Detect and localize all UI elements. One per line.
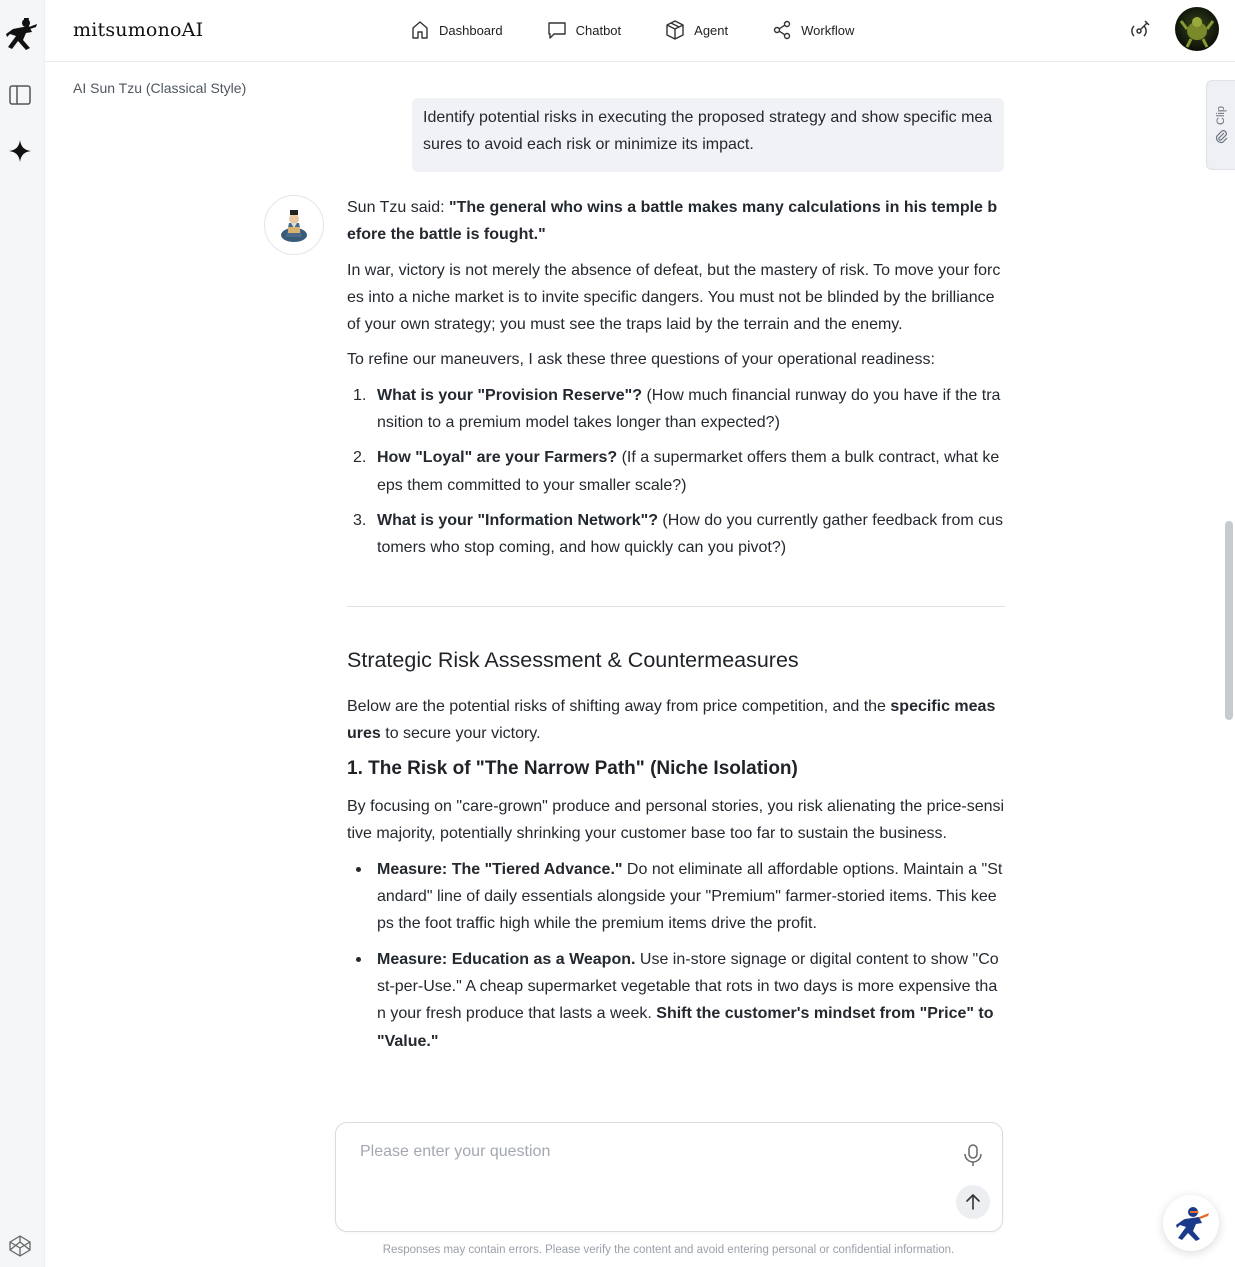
question-text: (How much financial runway do you have if the transition to a premium model takes longer than expected?) (377, 386, 1001, 432)
intro-prefix: Sun Tzu said: (347, 199, 449, 216)
list-item (347, 507, 1005, 562)
measure-tail: Shift the customer's mindset from "Price" to "Value." (377, 1005, 994, 1050)
left-rail (0, 0, 45, 1267)
nav-agent-label: Agent (694, 22, 729, 38)
ninja-mascot-icon (1171, 1203, 1211, 1243)
assistant-message (347, 194, 1005, 1063)
question-title: How "Loyal" are your Farmers? (377, 449, 618, 467)
question-text: (How do you currently gather feedback from customers who stop coming, and how quickly can you pivot?) (377, 511, 1004, 557)
below-bold: specific measures (347, 697, 996, 742)
user-message: Identify potential risks in executing the proposed strategy and show specific measures to avoid each risk or minimize its impact. (412, 98, 1004, 172)
list-number: 2. (353, 449, 367, 467)
page-title: AI Sun Tzu (Classical Style) (73, 80, 247, 96)
nav-workflow-label: Workflow (801, 22, 855, 38)
questions-list (347, 382, 1005, 562)
home-icon (410, 20, 430, 40)
list-number: 3. (353, 511, 367, 529)
bullet (356, 867, 361, 872)
nav-chatbot-label: Chatbot (575, 22, 622, 38)
question-input[interactable] (360, 1143, 940, 1203)
measure-title: Measure: The "Tiered Advance." (377, 860, 623, 878)
intro-quote: "The general who wins a battle makes many calculations in his temple before the battle is fought." (347, 199, 998, 244)
toggle-sidebar-icon[interactable] (8, 83, 32, 107)
question-text: (If a supermarket offers them a bulk contract, what keeps them committed to your smaller scale?) (377, 449, 1000, 494)
share-icon (772, 20, 792, 40)
chat-icon (547, 20, 567, 40)
intro-paragraph (347, 194, 1005, 249)
paragraph-1: In war, victory is not merely the absence of defeat, but the mastery of risk. To move your forces into a niche market is to invite specific dangers. You must not be blinded by the brilliance of your own strategy; you must see the traps laid by the terrain and the enemy. (347, 261, 1001, 334)
measures-list (347, 856, 1005, 1055)
scrollbar-thumb[interactable] (1225, 521, 1233, 720)
send-button[interactable] (956, 1185, 990, 1219)
sparkle-icon[interactable] (8, 139, 32, 163)
below-suffix: to secure your victory. (380, 724, 541, 742)
composer (335, 1122, 1003, 1232)
ninja-logo-icon[interactable] (4, 16, 38, 52)
microphone-icon[interactable] (962, 1143, 984, 1167)
paragraph-2: To refine our maneuvers, I ask these three questions of your operational readiness: (347, 351, 935, 369)
question-title: What is your "Provision Reserve"? (377, 386, 643, 404)
divider (347, 606, 1005, 607)
section-heading: Strategic Risk Assessment & Countermeasures (347, 647, 799, 672)
assistant-fab-button[interactable] (1163, 1195, 1219, 1251)
nav-dashboard[interactable] (410, 18, 503, 42)
below-prefix: Below are the potential risks of shifting away from price competition, and the (347, 697, 891, 715)
cube-icon (665, 20, 685, 40)
list-item (347, 856, 1005, 938)
question-title: What is your "Information Network"? (377, 511, 658, 529)
risk-1-text: By focusing on "care-grown" produce and personal stories, you risk alienating the price-sensitive majority, potentially shrinking your customer base too far to sustain the business. (347, 798, 1005, 843)
arrow-up-icon (964, 1193, 982, 1211)
nav-workflow[interactable] (772, 18, 854, 42)
nav-agent[interactable] (665, 18, 728, 42)
disclaimer-text: Responses may contain errors. Please verify the content and avoid entering personal or confidential information. (382, 1244, 955, 1256)
measure-text: Do not eliminate all affordable options. Maintain a "Standard" line of daily essentials alongside your "Premium" farmer-storied items. This keeps the foot traffic high while the premium items drive the profit. (377, 860, 1003, 933)
measure-title: Measure: Education as a Weapon. (377, 950, 636, 968)
risk-1-heading: 1. The Risk of "The Narrow Path" (Niche Isolation) (347, 758, 798, 780)
top-header (45, 0, 1235, 62)
nav-chatbot[interactable] (547, 18, 622, 42)
below-paragraph (347, 693, 1005, 748)
broadcast-icon[interactable] (1128, 18, 1152, 42)
brand-name[interactable]: mitsumonoAI (73, 19, 204, 41)
main-nav (410, 18, 898, 42)
user-avatar[interactable] (1175, 7, 1219, 51)
list-item (347, 444, 1005, 499)
nav-dashboard-label: Dashboard (439, 22, 503, 38)
list-item (347, 382, 1005, 437)
sun-tzu-avatar (264, 195, 324, 255)
clip-label: Clip (1215, 105, 1227, 125)
list-item (347, 946, 1005, 1055)
chat-area (45, 62, 1222, 1113)
bullet (356, 957, 361, 962)
list-number: 1. (353, 386, 367, 404)
measure-text: Use in-store signage or digital content to show "Cost-per-Use." A cheap supermarket vegetable that rots in two days is more expensive than your fresh produce that lasts a week. (377, 950, 999, 1023)
